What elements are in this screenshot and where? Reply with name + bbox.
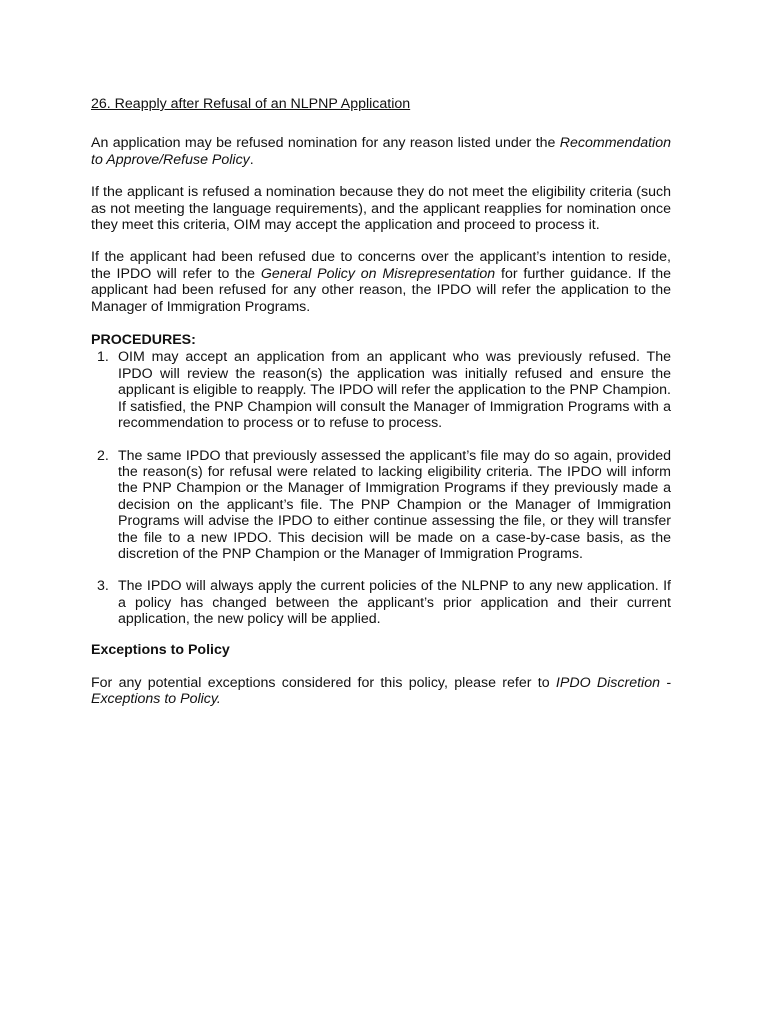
procedure-number: 3. [97,578,109,595]
exceptions-paragraph [91,675,671,708]
recommendation-policy-reference: Recommendation to Approve/Refuse Policy [91,135,671,168]
intro-paragraph-1-text: An application may be refused nomination for any reason listed under the [91,135,560,152]
procedure-text: The same IPDO that previously assessed the applicant’s file may do so again, provided the reason(s) for refusal were related to lacking eligibility criteria. The IPDO will inform the PNP Champion or the Manager of Immigration Programs if they previously made a decision on the applicant’s file. The PNP Champion or the Manager of Immigration Programs will advise the IPDO to either continue assessing the file, or they will transfer the file to a new IPDO. This decision will be made on a case-by-case basis, as the discretion of the PNP Champion or the Manager of Immigration Programs. [118,447,671,562]
procedures-list [91,349,671,627]
section-heading: 26. Reapply after Refusal of an NLPNP Application [91,96,411,112]
intro-paragraph-1-end: . [249,151,254,168]
procedure-item [91,578,671,627]
procedures-title: PROCEDURES: [91,332,196,349]
intro-paragraph-3-text-b: for further guidance. If the applicant had been refused for any other reason, the IPDO will refer the application to the Manager of Immigration Programs. [91,265,672,315]
procedure-text: The IPDO will always apply the current policies of the NLPNP to any new application. If a policy has changed between the applicant’s prior application and their current application, the new policy will be applied. [118,578,671,628]
procedure-item [91,448,671,563]
intro-paragraph-2: If the applicant is refused a nomination because they do not meet the eligibility criteria (such as not meeting the language requirements), and the applicant reapplies for nomination once they meet this criteria, OIM may accept the application and proceed to process it. [91,184,671,234]
intro-paragraph-1 [91,135,671,168]
ipdo-discretion-reference: IPDO Discretion - Exceptions to Policy. [91,674,672,708]
intro-paragraph-3-text-a: If the applicant had been refused due to concerns over the applicant’s intention to reside, the IPDO will refer to the [91,249,671,282]
exceptions-text: For any potential exceptions considered for this policy, please refer to [91,674,556,691]
procedure-number: 2. [97,447,109,464]
document-page [91,96,671,724]
intro-paragraph-3 [91,249,671,315]
misrepresentation-policy-reference: General Policy on Misrepresentation [260,265,496,282]
procedure-item [91,349,671,431]
procedure-text: OIM may accept an application from an applicant who was previously refused. The IPDO will review the reason(s) the application was initially refused and ensure the applicant is eligible to reapply. The IPDO will refer the application to the PNP Champion. If satisfied, the PNP Champion will consult the Manager of Immigration Programs with a recommendation to process or to refuse to process. [118,349,671,432]
exceptions-title: Exceptions to Policy [91,641,230,658]
procedure-number: 1. [97,349,109,366]
